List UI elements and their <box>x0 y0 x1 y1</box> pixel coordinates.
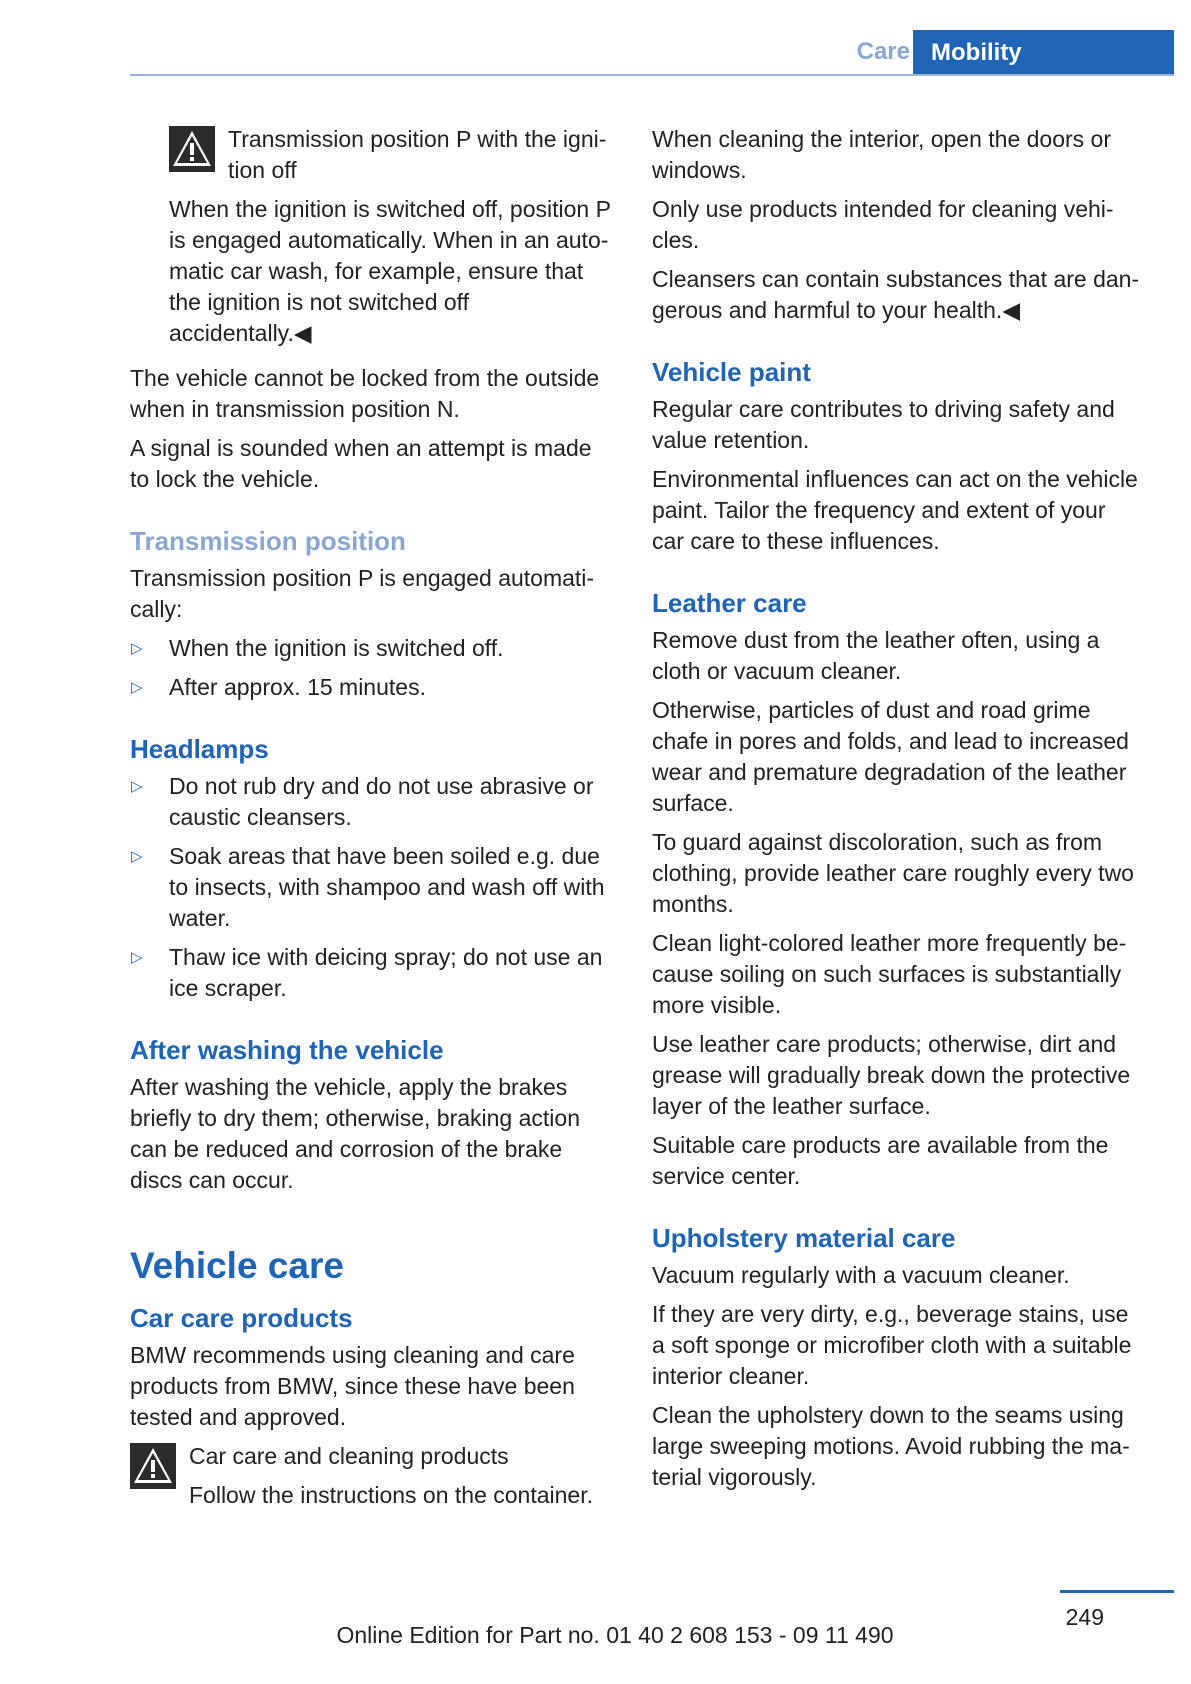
heading-transmission-position: Transmission position <box>130 526 406 556</box>
paragraph-leather-1: Remove dust from the leather often, using a cloth or vacuum cleaner. <box>652 627 1100 684</box>
list-item-text: Thaw ice with deicing spray; do not use an ice scraper. <box>169 944 603 1001</box>
list-item-text: Do not rub dry and do not use abrasive or caustic cleansers. <box>169 773 594 830</box>
paragraph-signal: A signal is sounded when an attempt is made to lock the vehicle. <box>130 435 592 492</box>
paragraph-leather-3: To guard against discoloration, such as from clothing, provide leather care roughly every two months. <box>652 829 1134 917</box>
list-item <box>130 942 617 1004</box>
paragraph-locked-n: The vehicle cannot be locked from the outside when in transmission position N. <box>130 365 600 422</box>
warning-title: Car care and cleaning products <box>189 1443 509 1469</box>
transmission-list <box>130 633 617 703</box>
headlamps-list <box>130 771 617 1004</box>
triangle-right-icon: ▷ <box>131 778 143 795</box>
warning-body: Follow the instructions on the container. <box>189 1482 594 1508</box>
heading-car-care-products: Car care products <box>130 1303 353 1333</box>
list-item <box>130 672 617 703</box>
warning-triangle-icon <box>130 1443 176 1489</box>
list-item-text: After approx. 15 minutes. <box>169 674 426 700</box>
heading-vehicle-paint: Vehicle paint <box>652 357 811 387</box>
list-item <box>130 841 617 934</box>
footer-divider <box>1060 1590 1174 1593</box>
paragraph-upholstery-1: Vacuum regularly with a vacuum cleaner. <box>652 1262 1070 1288</box>
warning-triangle-icon <box>169 126 215 172</box>
paragraph-upholstery-3: Clean the upholstery down to the seams using large sweeping motions. Avoid rubbing the ma-terial vigorously. <box>652 1402 1130 1490</box>
paragraph-leather-2: Otherwise, particles of dust and road grime chafe in pores and folds, and lead to increased wear and premature degradation of the leather surface. <box>652 697 1129 816</box>
footer-edition: Online Edition for Part no. 01 40 2 608 153 - 09 11 490 <box>336 1622 894 1648</box>
header-divider <box>130 74 1174 76</box>
header-tab-mobility[interactable]: Mobility <box>913 30 1174 76</box>
warning-block-transmission <box>130 124 617 349</box>
paragraph-cleansers: Cleansers can contain substances that are dan-gerous and harmful to your health.◀ <box>652 266 1140 323</box>
triangle-right-icon: ▷ <box>131 949 143 966</box>
paragraph-transmission-intro: Transmission position P is engaged automati-cally: <box>130 565 595 622</box>
paragraph-paint-2: Environmental influences can act on the vehicle paint. Tailor the frequency and extent of your car care to these influences. <box>652 466 1138 554</box>
heading-vehicle-care: Vehicle care <box>130 1245 344 1286</box>
header-tab-care[interactable]: Care <box>856 38 910 65</box>
triangle-right-icon: ▷ <box>131 848 143 865</box>
paragraph-open-doors: When cleaning the interior, open the doors or windows. <box>652 126 1112 183</box>
paragraph-after-washing: After washing the vehicle, apply the brakes briefly to dry them; otherwise, braking action can be reduced and corrosion of the brake discs can occur. <box>130 1074 580 1193</box>
list-item <box>130 771 617 833</box>
heading-after-washing: After washing the vehicle <box>130 1035 444 1065</box>
paragraph-leather-5: Use leather care products; otherwise, dirt and grease will gradually break down the protective layer of the leather surface. <box>652 1031 1131 1119</box>
heading-headlamps: Headlamps <box>130 734 269 764</box>
page-number: 249 <box>1065 1604 1104 1630</box>
warning-title: Transmission position P with the igni-tion off <box>228 126 607 183</box>
paragraph-paint-1: Regular care contributes to driving safety and value retention. <box>652 396 1115 453</box>
triangle-right-icon: ▷ <box>131 640 143 657</box>
left-column <box>130 124 617 1519</box>
heading-leather-care: Leather care <box>652 588 807 618</box>
warning-body: When the ignition is switched off, position P is engaged automatically. When in an auto-matic car wash, for example, ensure that the ignition is not switched off accidentally.◀ <box>169 196 611 346</box>
paragraph-leather-4: Clean light-colored leather more frequently be-cause soiling on such surfaces is substantially more visible. <box>652 930 1127 1018</box>
right-column <box>652 124 1142 1501</box>
list-item-text: When the ignition is switched off. <box>169 635 504 661</box>
paragraph-products: Only use products intended for cleaning vehi-cles. <box>652 196 1114 253</box>
warning-block-car-care <box>130 1441 617 1511</box>
paragraph-leather-6: Suitable care products are available from the service center. <box>652 1132 1109 1189</box>
triangle-right-icon: ▷ <box>131 679 143 696</box>
list-item-text: Soak areas that have been soiled e.g. due to insects, with shampoo and wash off with water. <box>169 843 605 931</box>
paragraph-car-care: BMW recommends using cleaning and care products from BMW, since these have been tested and approved. <box>130 1342 575 1430</box>
list-item <box>130 633 617 664</box>
paragraph-upholstery-2: If they are very dirty, e.g., beverage stains, use a soft sponge or microfiber cloth with a suitable interior cleaner. <box>652 1301 1132 1389</box>
heading-upholstery-care: Upholstery material care <box>652 1223 956 1253</box>
